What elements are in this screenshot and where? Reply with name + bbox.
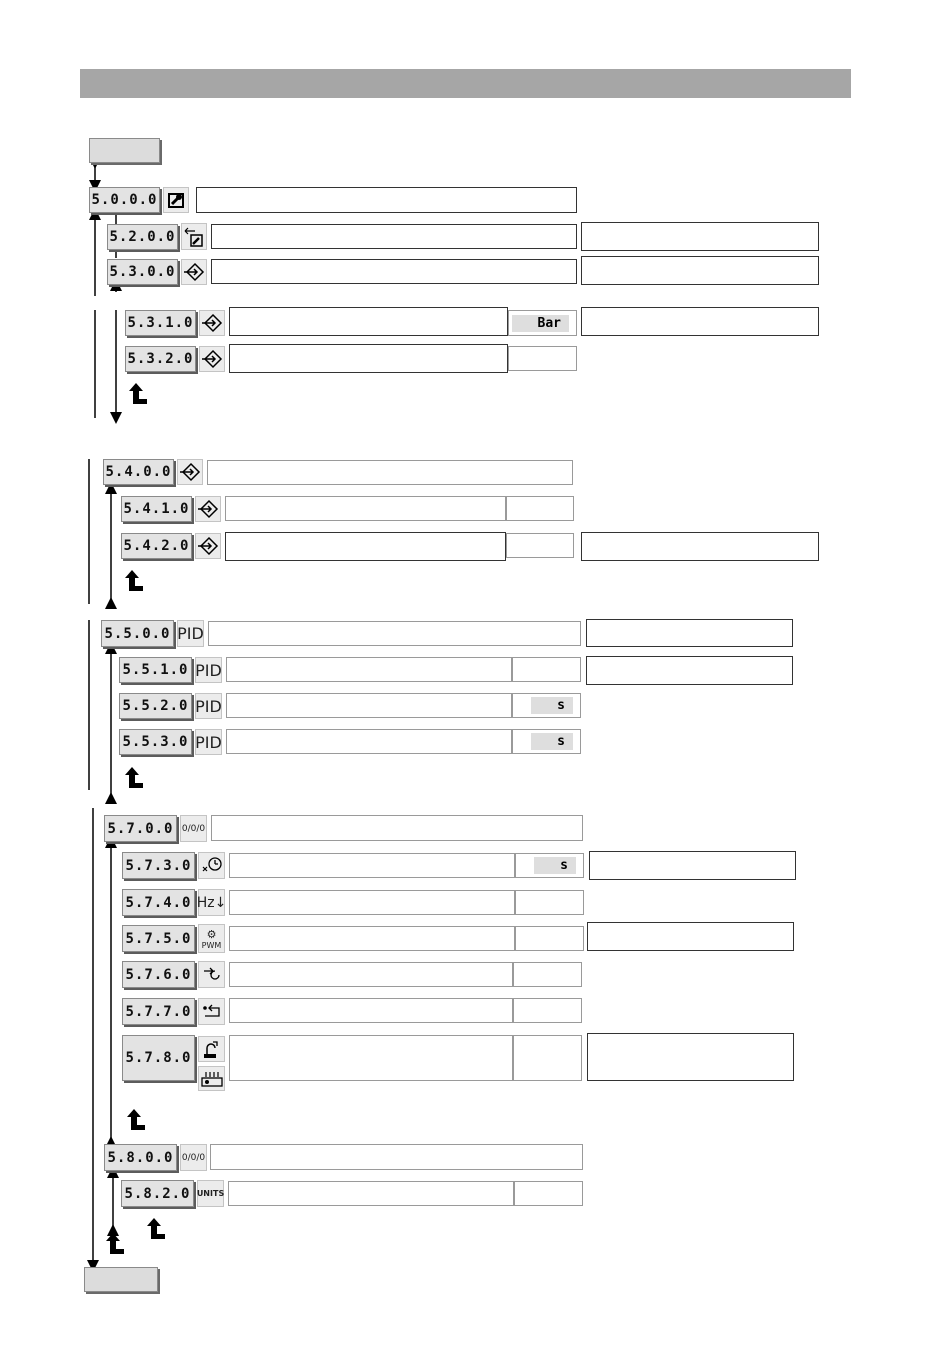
unit-bar: Bar <box>512 315 569 332</box>
timer-icon <box>198 852 225 879</box>
field-5700 <box>211 815 583 841</box>
menu-code-5730[interactable]: 5.7.3.0 <box>122 852 195 879</box>
pump-icon <box>198 1036 225 1062</box>
pwm-icon <box>198 924 225 953</box>
back-arrow-icon[interactable] <box>102 1231 124 1255</box>
menu-code-5780[interactable]: 5.7.8.0 <box>122 1035 195 1081</box>
pid-icon: PID <box>195 657 222 683</box>
field-5320 <box>229 344 508 373</box>
rotation-icon <box>198 961 225 988</box>
menu-code-5520[interactable]: 5.5.2.0 <box>119 693 192 719</box>
menu-code-5530[interactable]: 5.5.3.0 <box>119 729 192 755</box>
note-5730 <box>589 851 796 880</box>
field-5000 <box>196 187 577 213</box>
value-5780 <box>513 1035 582 1081</box>
note-5300 <box>581 256 819 285</box>
field-5530 <box>226 729 512 754</box>
field-5730 <box>229 853 515 878</box>
value-5770 <box>513 998 582 1023</box>
field-5800 <box>210 1144 583 1170</box>
menu-code-5700[interactable]: 5.7.0.0 <box>104 815 177 842</box>
pid-icon: PID <box>177 620 204 647</box>
field-5510 <box>226 657 512 682</box>
value-5420 <box>506 533 574 558</box>
value-5310 <box>508 310 577 336</box>
note-5420 <box>581 532 819 561</box>
back-arrow-icon[interactable] <box>143 1216 165 1240</box>
sensor-icon <box>181 259 207 285</box>
counter-icon: 0/0/0 <box>180 1144 207 1171</box>
field-5420 <box>225 532 506 561</box>
back-arrow-icon[interactable] <box>121 568 143 592</box>
field-5410 <box>225 496 506 521</box>
menu-code-5420[interactable]: 5.4.2.0 <box>121 533 192 559</box>
menu-code-5320[interactable]: 5.3.2.0 <box>125 346 196 372</box>
hz-label: Hz <box>196 894 215 911</box>
pid-icon: PID <box>195 693 222 719</box>
back-arrow-icon[interactable] <box>121 765 143 789</box>
sensor-icon <box>195 533 221 559</box>
field-5520 <box>226 693 512 718</box>
pump-heat-icon <box>198 1066 225 1091</box>
counter-icon: 0/0/0 <box>180 815 207 842</box>
field-5310 <box>229 307 508 336</box>
back-arrow-icon[interactable] <box>125 381 147 405</box>
menu-code-5310[interactable]: 5.3.1.0 <box>125 310 196 336</box>
sensor-icon <box>199 310 225 336</box>
note-5510 <box>586 656 793 685</box>
sensor-icon <box>199 346 225 372</box>
menu-code-5400[interactable]: 5.4.0.0 <box>103 459 174 485</box>
value-5520 <box>512 693 581 718</box>
note-5310 <box>581 307 819 336</box>
value-5740 <box>515 890 584 915</box>
value-5510 <box>512 657 581 682</box>
back-arrow-icon[interactable] <box>123 1107 145 1131</box>
sensor-icon <box>177 459 203 485</box>
menu-code-5750[interactable]: 5.7.5.0 <box>122 925 195 952</box>
note-5750 <box>587 922 794 951</box>
field-5820 <box>228 1181 514 1206</box>
units-icon: UNITS <box>197 1180 224 1207</box>
menu-code-5800[interactable]: 5.8.0.0 <box>104 1144 177 1171</box>
unit-seconds: s <box>534 857 576 874</box>
pwm-glyph: ⚙ <box>206 927 217 941</box>
value-5750 <box>515 926 584 951</box>
value-5820 <box>514 1181 583 1206</box>
wrench-icon <box>163 187 189 213</box>
reset-icon <box>198 998 225 1025</box>
next-menu-button[interactable] <box>84 1267 158 1292</box>
unit-seconds: s <box>531 697 573 714</box>
value-5320 <box>508 346 577 371</box>
menu-code-5200[interactable]: 5.2.0.0 <box>107 224 178 250</box>
value-5410 <box>506 496 574 521</box>
field-5760 <box>229 962 513 987</box>
value-5530 <box>512 729 581 754</box>
menu-code-5410[interactable]: 5.4.1.0 <box>121 496 192 522</box>
menu-code-5740[interactable]: 5.7.4.0 <box>122 889 195 916</box>
menu-code-5500[interactable]: 5.5.0.0 <box>101 620 174 647</box>
sensor-icon <box>195 496 221 522</box>
pid-icon: PID <box>195 729 222 755</box>
field-5740 <box>229 890 515 915</box>
note-5200 <box>581 222 819 251</box>
note-5500 <box>586 619 793 647</box>
pwm-label: PWM <box>201 940 222 950</box>
menu-code-5770[interactable]: 5.7.7.0 <box>122 998 195 1025</box>
menu-code-5300[interactable]: 5.3.0.0 <box>107 259 178 285</box>
previous-menu-button[interactable] <box>89 138 160 163</box>
menu-code-5820[interactable]: 5.8.2.0 <box>121 1180 194 1207</box>
menu-code-5000[interactable]: 5.0.0.0 <box>89 187 160 213</box>
field-5400 <box>207 460 573 485</box>
field-5300 <box>211 259 577 284</box>
value-5760 <box>513 962 582 987</box>
field-5200 <box>211 224 577 249</box>
menu-code-5760[interactable]: 5.7.6.0 <box>122 961 195 988</box>
frequency-down-icon: Hz ↓ <box>198 889 225 916</box>
field-5770 <box>229 998 513 1023</box>
field-5750 <box>229 926 515 951</box>
field-5780 <box>229 1035 513 1081</box>
value-5730 <box>515 853 584 878</box>
menu-code-5510[interactable]: 5.5.1.0 <box>119 657 192 683</box>
note-5780 <box>587 1033 794 1081</box>
unit-seconds: s <box>531 733 573 750</box>
field-5500 <box>208 621 581 646</box>
wrench-arrows-icon <box>181 223 207 250</box>
